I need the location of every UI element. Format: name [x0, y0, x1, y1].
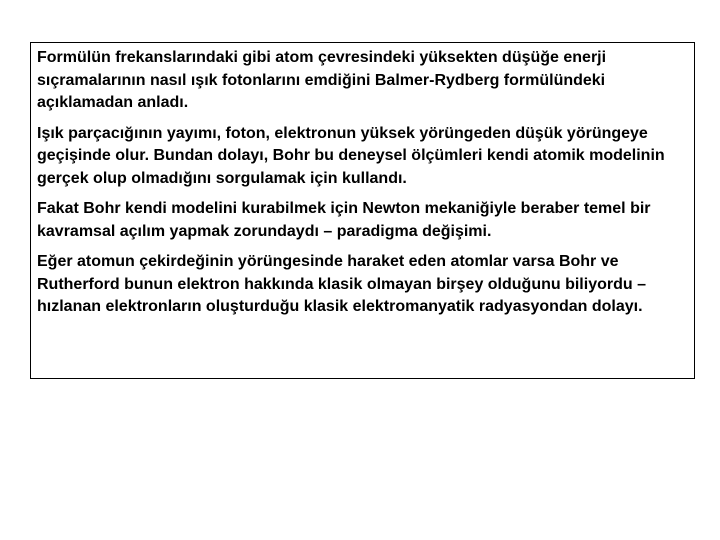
text-box: [30, 42, 695, 379]
paragraph-3: Fakat Bohr kendi modelini kurabilmek için Newton mekaniğiyle beraber temel bir kavramsal açılım yapmak zorundaydı – paradigma değişimi.: [37, 200, 651, 240]
paragraph-2: Işık parçacığının yayımı, foton, elektronun yüksek yörüngeden düşük yörüngeye geçişinde olur. Bundan dolayı, Bohr bu deneysel ölçümleri kendi atomik modelinin gerçek olup olmadığını sorgulamak için kullandı.: [37, 124, 665, 187]
paragraph-4: Eğer atomun çekirdeğinin yörüngesinde haraket eden atomlar varsa Bohr ve Rutherford bunun elektron hakkında klasik olmayan birşey olduğunu biliyordu – hızlanan elektronların oluşturduğu klasik elektromanyatik radyasyondan dolayı.: [37, 253, 646, 315]
paragraph-1: Formülün frekanslarındaki gibi atom çevresindeki yüksekten düşüğe enerji sıçramalarının nasıl ışık fotonlarını emdiğini Balmer-Rydberg formülündeki açıklamadan anladı.: [37, 49, 607, 111]
